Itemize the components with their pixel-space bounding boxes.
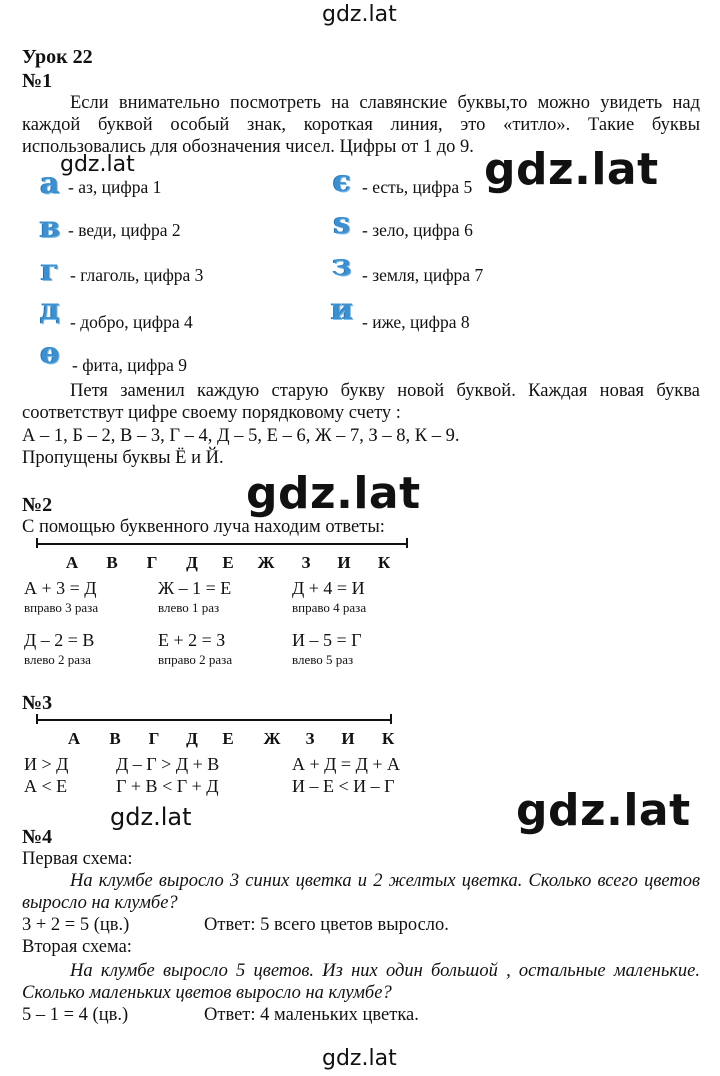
ray-letter: Г xyxy=(146,553,158,572)
task2-intro: С помощью буквенного луча находим ответы: xyxy=(22,517,385,537)
watermark-small-1: gdz.lat xyxy=(60,152,135,177)
slavic-letter-izhe-icon: и xyxy=(330,292,354,327)
slavic-letter-dobro-icon: д xyxy=(40,292,60,327)
ray-letter: В xyxy=(109,729,121,748)
task1-missing-letters: Пропущены буквы Ё и Й. xyxy=(22,448,224,468)
equation: Ж – 1 = Е xyxy=(158,578,232,598)
ray-letter: В xyxy=(106,553,118,572)
comparison: И – Е < И – Г xyxy=(292,776,395,796)
scheme2-label: Вторая схема: xyxy=(22,937,132,957)
task1-mapping: А – 1, Б – 2, В – 3, Г – 4, Д – 5, Е – 6, Ж – 7, З – 8, К – 9. xyxy=(22,426,460,446)
task4-title: №4 xyxy=(22,826,53,848)
letter-label-az: - аз, цифра 1 xyxy=(68,177,162,197)
equation-hint: вправо 2 раза xyxy=(158,652,233,667)
ray-letter: З xyxy=(305,729,315,748)
equation: А + 3 = Д xyxy=(24,578,97,598)
slavic-letter-est-icon: є xyxy=(332,164,352,199)
letter-label-est: - есть, цифра 5 xyxy=(362,177,473,197)
equation-hint: влево 5 раз xyxy=(292,652,354,667)
equation-hint: вправо 4 раза xyxy=(292,600,367,615)
comparison: И > Д xyxy=(24,754,69,774)
watermark-small-2: gdz.lat xyxy=(110,803,192,831)
comparison: А + Д = Д + А xyxy=(292,754,401,774)
equation: И – 5 = Г xyxy=(292,630,362,650)
comparison: Г + В < Г + Д xyxy=(116,776,219,796)
slavic-letter-az-icon: а xyxy=(40,166,60,201)
task2-title: №2 xyxy=(22,494,53,516)
slavic-letter-fita-icon: ѳ xyxy=(40,336,60,371)
ray-letter: Е xyxy=(222,729,234,748)
task1-paragraph: Петя заменил каждую старую букву новой буквой. Каждая новая буква соответствут цифре своему порядковому счету : xyxy=(22,381,700,423)
watermark-large-1: gdz.lat xyxy=(484,144,659,195)
equation: Д + 4 = И xyxy=(292,578,365,598)
letter-label-fita: - фита, цифра 9 xyxy=(72,355,187,375)
scheme2-calc: 5 – 1 = 4 (цв.) xyxy=(22,1005,129,1025)
task3-title: №3 xyxy=(22,692,53,714)
slavic-letter-zelo-icon: ѕ xyxy=(333,206,351,241)
letter-label-dobro: - добро, цифра 4 xyxy=(70,312,193,332)
equation: Д – 2 = В xyxy=(24,630,95,650)
watermark-large-3: gdz.lat xyxy=(516,785,691,836)
comparison: А < Е xyxy=(24,776,68,796)
ray-letter: К xyxy=(381,729,395,748)
scheme1-label: Первая схема: xyxy=(22,849,133,869)
ray-letter: З xyxy=(301,553,311,572)
equation-hint: влево 2 раза xyxy=(24,652,91,667)
letter-label-zelo: - зело, цифра 6 xyxy=(362,220,473,240)
equation: Е + 2 = З xyxy=(158,630,226,650)
lesson-title: Урок 22 xyxy=(22,46,93,68)
letter-label-glagol: - глаголь, цифра 3 xyxy=(70,265,204,285)
letter-label-izhe: - иже, цифра 8 xyxy=(362,312,470,332)
ray-letter: Ж xyxy=(263,729,281,748)
ray-letter: Д xyxy=(186,553,198,572)
ray-letter: К xyxy=(377,553,391,572)
scheme2-problem: На клумбе выросло 5 цветов. Из них один большой , остальные маленькие. Сколько маленьких цветов выросло на клумбе? xyxy=(22,961,700,1003)
ray-tick xyxy=(36,538,38,548)
ray-letter: А xyxy=(65,553,79,572)
scheme1-answer: Ответ: 5 всего цветов выросло. xyxy=(204,915,449,935)
ray-letter: Е xyxy=(222,553,234,572)
task1-intro: Если внимательно посмотреть на славянские буквы,то можно увидеть над каждой буквой особый знак, короткая линия, это «титло». Такие буквы использовались для обозначения чисел. Цифры от 1 до 9. xyxy=(22,93,700,157)
ray-letter: И xyxy=(341,729,355,748)
equation-hint: вправо 3 раза xyxy=(24,600,99,615)
ray-letter: А xyxy=(67,729,81,748)
ray-letter: Ж xyxy=(257,553,275,572)
equation-hint: влево 1 раз xyxy=(158,600,220,615)
scheme2-answer: Ответ: 4 маленьких цветка. xyxy=(204,1005,419,1025)
comparison: Д – Г > Д + В xyxy=(116,754,220,774)
slavic-letter-glagol-icon: г xyxy=(40,253,60,288)
ray-tick xyxy=(36,714,38,724)
watermark-bottom: gdz.lat xyxy=(322,1046,397,1071)
scheme1-calc: 3 + 2 = 5 (цв.) xyxy=(22,915,130,935)
letter-label-zemlya: - земля, цифра 7 xyxy=(362,265,484,285)
scheme1-problem: На клумбе выросло 3 синих цветка и 2 желтых цветка. Сколько всего цветов выросло на клумбе? xyxy=(22,871,700,913)
ray-letter: Г xyxy=(148,729,160,748)
watermark-top: gdz.lat xyxy=(322,2,397,27)
ray-letter: И xyxy=(337,553,351,572)
slavic-letter-vedi-icon: в xyxy=(39,210,61,245)
watermark-large-2: gdz.lat xyxy=(246,468,421,519)
letter-label-vedi: - веди, цифра 2 xyxy=(68,220,181,240)
ray-line xyxy=(36,543,408,545)
task1-title: №1 xyxy=(22,70,53,92)
slavic-letter-zemlya-icon: з xyxy=(332,248,352,283)
ray-tick xyxy=(406,538,408,548)
ray-line xyxy=(36,719,392,721)
ray-tick xyxy=(390,714,392,724)
ray-letter: Д xyxy=(186,729,198,748)
